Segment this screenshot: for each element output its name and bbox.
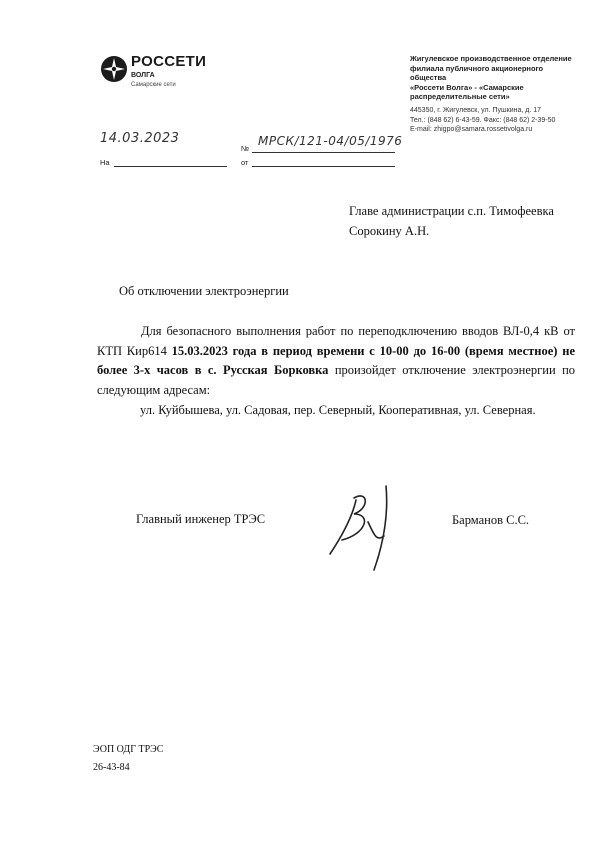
- signatory-title: Главный инженер ТРЭС: [136, 512, 266, 526]
- number-underline: [252, 152, 395, 153]
- addressee-name: Сорокину А.Н.: [349, 224, 430, 238]
- organization-name: [410, 54, 580, 102]
- executor-phone: 26-43-84: [93, 762, 130, 773]
- body-bold-text: 15.03.2023 года в период времени с 10-00 до 16-00 (время местное) не более 3-х часов в с. Русская Борковка: [97, 343, 575, 377]
- letter-subject: Об отключении электроэнергии: [119, 284, 289, 298]
- body-paragraph: [97, 322, 575, 400]
- organization-address: [410, 106, 580, 135]
- street-list: ул. Куйбышева, ул. Садовая, пер. Северный, Кооперативная, ул. Северная.: [140, 403, 536, 417]
- brand-name: РОССЕТИ: [131, 53, 207, 70]
- addressee-position: Главе администрации с.п. Тимофеевка: [349, 204, 554, 218]
- date-underline: [114, 166, 227, 167]
- brand-subtitle: ВОЛГА: [131, 72, 155, 79]
- date-label: На: [100, 158, 110, 167]
- org-line: филиала публичного акционерного общества: [410, 63, 544, 82]
- from-label: от: [241, 158, 249, 167]
- rosseti-logo-icon: [100, 55, 128, 83]
- signatory-name: Барманов С.С.: [452, 513, 530, 527]
- handwritten-signature: [316, 478, 416, 578]
- addressee: [349, 201, 589, 241]
- org-line: Жигулевское производственное отделение: [410, 54, 572, 63]
- body-text: Для безопасного выполнения работ по переподключению вводов ВЛ-0,4 кВ от КТП Кир614: [97, 324, 575, 358]
- executor-department: ЭОП ОДГ ТРЭС: [93, 744, 164, 755]
- handwritten-number: МРСК/121-04/05/1976: [258, 134, 403, 148]
- org-line: «Россети Волга» - «Самарские: [410, 82, 524, 92]
- from-underline: [252, 166, 395, 167]
- brand-region: Самарские сети: [131, 82, 176, 88]
- org-line: распределительные сети»: [410, 92, 510, 101]
- body-text-end: произойдет отключение электроэнергии по следующим адресам:: [97, 363, 576, 397]
- address-line: 445350, г. Жигулевск, ул. Пушкина, д. 17: [410, 107, 542, 114]
- number-label: №: [241, 144, 250, 153]
- phone-line: Тел.: (848 62) 6-43-59. Факс: (848 62) 2-39-50: [410, 116, 556, 124]
- email-line: E-mail: zhigpo@samara.rossetivolga.ru: [410, 126, 533, 133]
- handwritten-date: 14.03.2023: [100, 131, 180, 146]
